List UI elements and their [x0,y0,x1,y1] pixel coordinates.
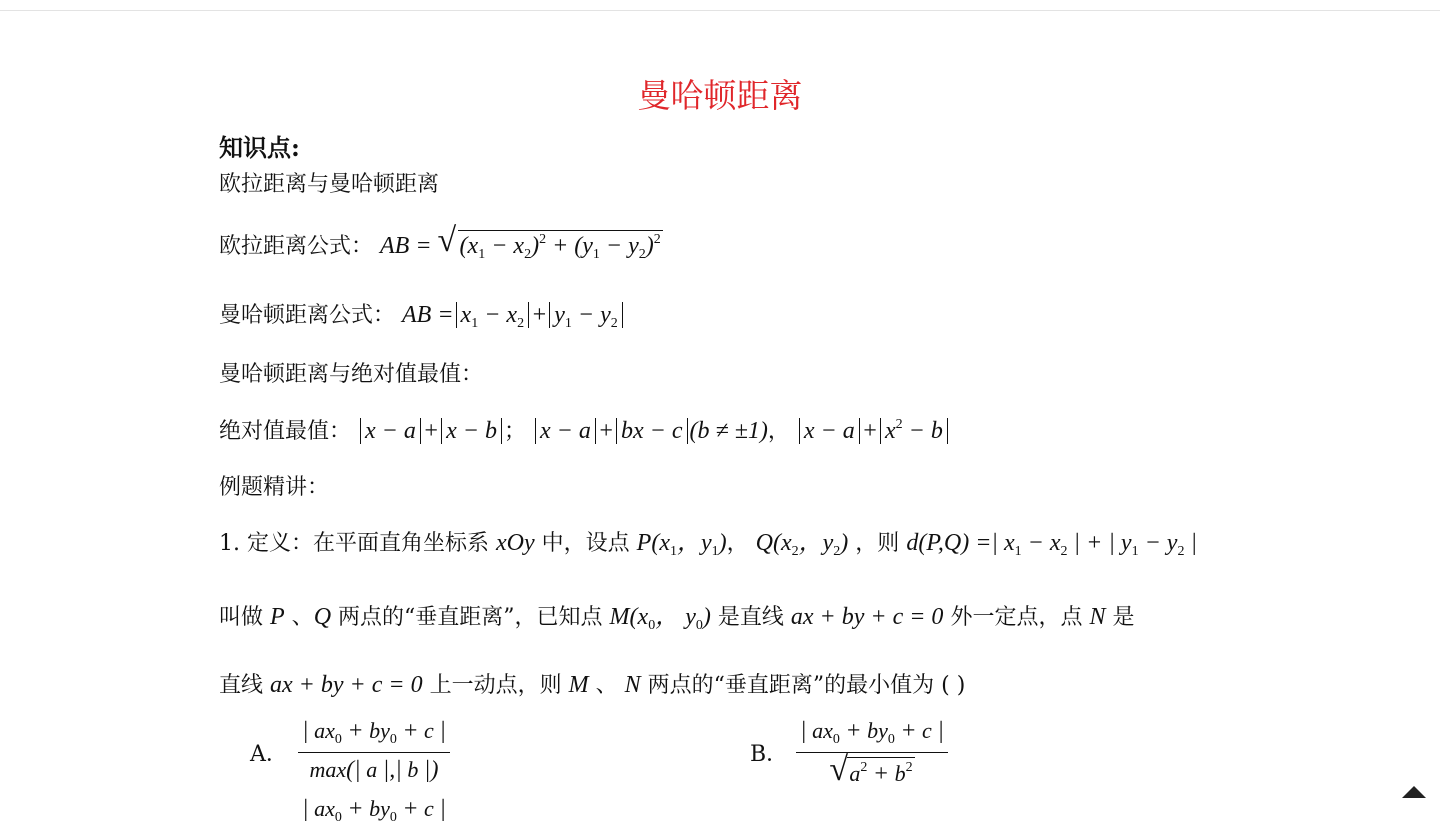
euler-label: 欧拉距离公式： [219,234,374,259]
manhattan-formula-line [219,303,625,331]
euler-formula-line [219,230,663,262]
abs-formula-line: 绝对值最值： x − a + x − b ； x − a + bx − c (b ≠ ±1)， $x - a + x^2 - b$ [219,418,950,443]
abs-formula-1: x − a + x − b [358,418,504,444]
page-title: 曼哈顿距离 [637,76,803,115]
manhattan-label: 曼哈顿距离公式： [219,303,396,328]
abs-formula-3: $x - a + x^2 - b$ [797,418,950,444]
q1-line3: 直线 ax + by + c = 0 上一动点，则 M 、 N 两点的“垂直距离”的最小值为 ( ) [219,672,966,698]
euler-vs-manhattan: 欧拉距离与曼哈顿距离 [219,172,440,197]
top-divider [0,10,1440,11]
option-c-fraction-partial: | $ax_0 + by_0 + c$ | [302,796,446,825]
manhattan-formula: AB = $x_1 - x_2 + y_1 - y_2$ [402,302,625,328]
knowledge-heading: 知识点: [219,133,300,162]
option-a-fraction: | $ax_0 + by_0 + c$ | max(| a |,| b |) [298,718,450,784]
euler-formula: AB = √ $(x_1 - x_2)^2 + (y_1 - y_2)^2$ [380,233,663,259]
option-a-label: A． [250,742,288,767]
option-b-label: B． [750,742,789,767]
option-b-fraction: | $ax_0 + by_0 + c$ | √ $a^2 + b^2$ [796,718,948,788]
q1-line2: 叫做 P 、Q 两点的“垂直距离”，已知点 $M(x_0$， $y_0$) 是直线 ax + by + c = 0 外一定点，点 N 是 [219,604,1135,633]
abs-heading: 曼哈顿距离与绝对值最值： [219,362,484,387]
abs-formula-2: x − a + bx − c (b ≠ ±1) [533,418,768,444]
q1-line1: 1. 定义：在平面直角坐标系 xOy 中，设点 $P(x_1$，$y_1$)， $Q(x_2$，$y_2$) ，则 d(P,Q) =| $x_1 - x_2$ | + | $y_1 - y_2$ | [219,530,1198,559]
abs-label: 绝对值最值： [219,419,352,444]
examples-heading: 例题精讲： [219,475,330,500]
scroll-up-icon[interactable] [1402,786,1426,798]
